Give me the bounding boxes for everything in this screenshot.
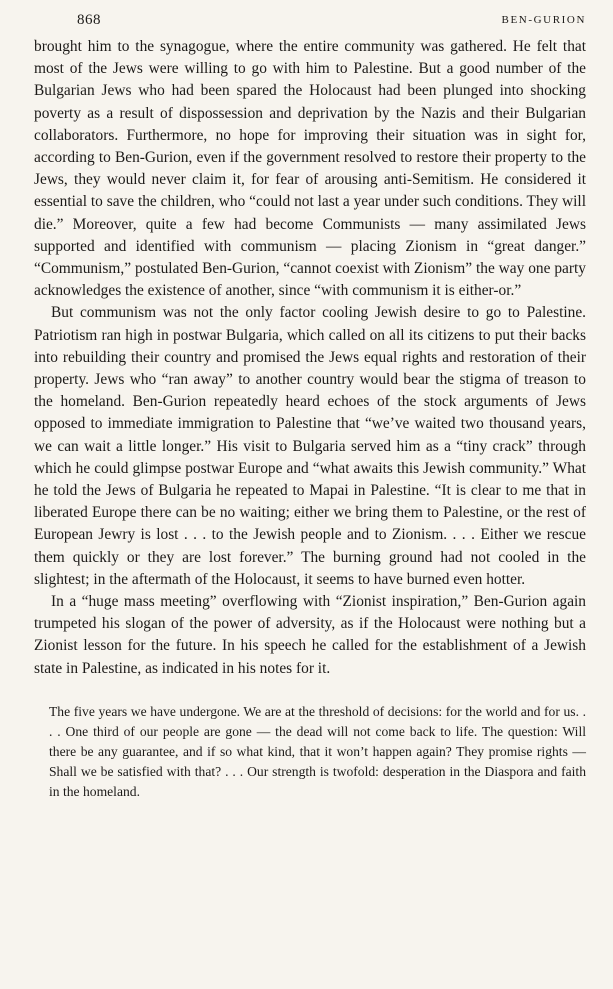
block-quote: [49, 702, 586, 802]
body-text: [34, 36, 586, 680]
running-head: [34, 12, 586, 36]
paragraph-2: But communism was not the only factor cooling Jewish desire to go to Palestine. Patriotism ran high in postwar Bulgaria, which called on all its citizens to put their backs into rebuilding their country and promised the Jews equal rights and restoration of their property. Jews who “ran away” to another country would bear the stigma of treason to the homeland. Ben-Gurion repeatedly heard echoes of the stock arguments of Jews opposed to immediate immigration to Palestine that “we’ve waited two thousand years, we can wait a little longer.” His visit to Bulgaria served him as a “tiny crack” through which he could glimpse postwar Europe and “what awaits this Jewish community.” What he told the Jews of Bulgaria he repeated to Mapai in Palestine. “It is clear to me that in liberated Europe there can be no waiting; either we bring them to Palestine, or the rest of European Jewry is lost . . . to the Jewish people and to Zionism. . . . Either we rescue them quickly or they are lost forever.” The burning ground had not cooled in the slightest; in the aftermath of the Holocaust, it seems to have burned even hotter.: [34, 304, 586, 588]
paragraph-3: In a “huge mass meeting” overflowing with “Zionist inspiration,” Ben-Gurion again trumpeted his slogan of the power of adversity, as if the Holocaust were nothing but a Zionist lesson for the future. In his speech he called for the establishment of a Jewish state in Palestine, as indicated in his notes for it.: [34, 593, 586, 677]
page-number: 868: [77, 12, 101, 28]
running-title: BEN-GURION: [501, 14, 586, 26]
book-page: [34, 12, 586, 802]
block-quote-text: The five years we have undergone. We are at the threshold of decisions: for the world and for us. . . . One third of our people are gone — the dead will not come back to life. The question: Will there be any guarantee, and if so what kind, that it won’t happen again? They promise rights — Shall we be satisfied with that? . . . Our strength is twofold: desperation in the Diaspora and faith in the homeland.: [49, 703, 586, 799]
paragraph-1: brought him to the synagogue, where the entire community was gathered. He felt that most of the Jews were willing to go with him to Palestine. But a good number of the Bulgarian Jews who had been spared the Holocaust had been plunged into shocking poverty as a result of dispossession and deprivation by the Nazis and their Bulgarian collaborators. Furthermore, no hope for improving their situation was in sight for, according to Ben-Gurion, even if the government resolved to restore their property to the Jews, they would never claim it, for fear of arousing anti-Semitism. He considered it essential to save the children, who “could not last a year under such conditions. They will die.” Moreover, quite a few had become Communists — many assimilated Jews supported and identified with communism — placing Zionism in “great danger.” “Communism,” postulated Ben-Gurion, “cannot coexist with Zionism” the way one party acknowledges the existence of another, since “with communism it is either-or.”: [34, 38, 586, 300]
